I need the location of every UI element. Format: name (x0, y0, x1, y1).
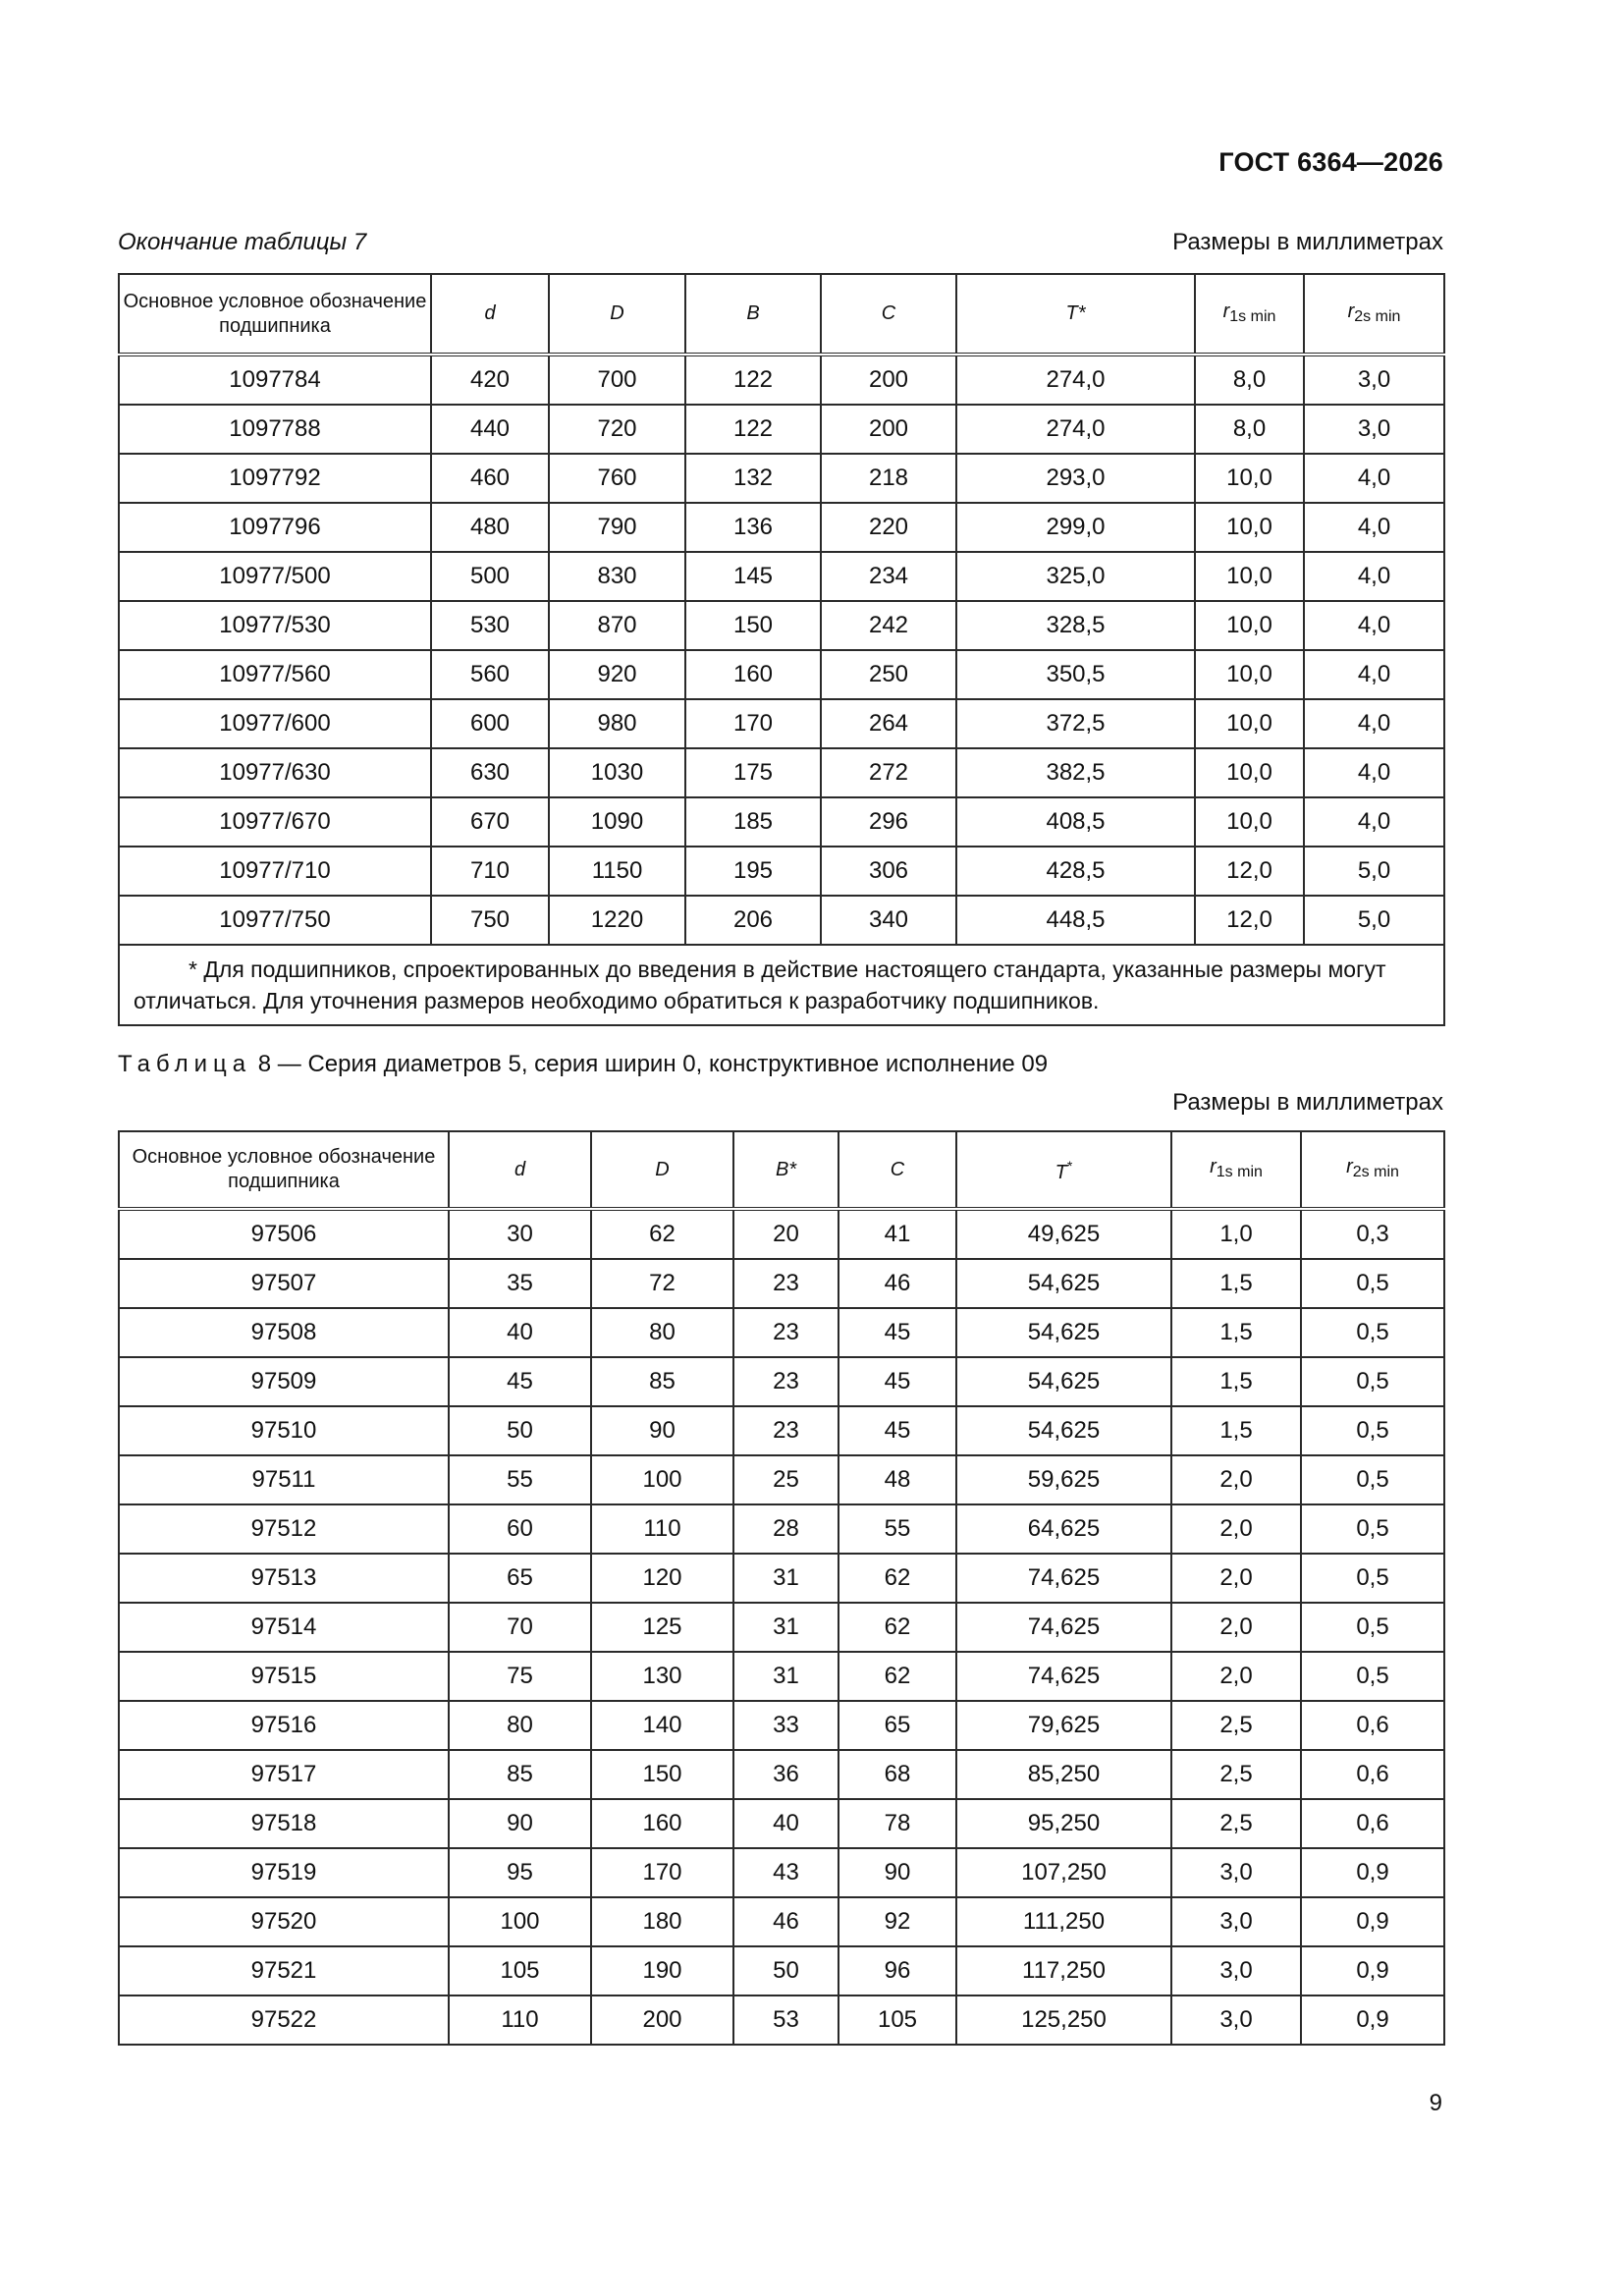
table8-header-C: C (839, 1131, 956, 1209)
table7-caption-row (118, 229, 1443, 256)
cell-designation: 97516 (119, 1701, 449, 1750)
cell-D: 830 (549, 552, 685, 601)
cell-d: 80 (449, 1701, 591, 1750)
table8-header-d: d (449, 1131, 591, 1209)
cell-C: 55 (839, 1504, 956, 1554)
cell-B: 160 (685, 650, 821, 699)
cell-C: 45 (839, 1406, 956, 1455)
cell-designation: 97514 (119, 1603, 449, 1652)
cell-D: 790 (549, 503, 685, 552)
cell-C: 200 (821, 355, 956, 405)
cell-C: 218 (821, 454, 956, 503)
table-row (119, 1946, 1444, 1995)
cell-designation: 97520 (119, 1897, 449, 1946)
table8-header-T: T* (956, 1131, 1171, 1209)
cell-r1s-min: 2,5 (1171, 1750, 1301, 1799)
table-row (119, 1357, 1444, 1406)
cell-D: 1030 (549, 748, 685, 797)
cell-D: 980 (549, 699, 685, 748)
cell-T: 74,625 (956, 1603, 1171, 1652)
cell-T: 59,625 (956, 1455, 1171, 1504)
cell-r2s-min: 4,0 (1304, 503, 1444, 552)
cell-r1s-min: 1,0 (1171, 1209, 1301, 1259)
table7-body (119, 355, 1444, 945)
table7-header-designation: Основное условное обозначение подшипника (119, 274, 431, 355)
table-row (119, 896, 1444, 945)
cell-T: 64,625 (956, 1504, 1171, 1554)
cell-C: 90 (839, 1848, 956, 1897)
table-row (119, 503, 1444, 552)
cell-r2s-min: 5,0 (1304, 847, 1444, 896)
table7 (118, 273, 1445, 1026)
cell-T: 328,5 (956, 601, 1195, 650)
cell-d: 460 (431, 454, 549, 503)
cell-r2s-min: 4,0 (1304, 650, 1444, 699)
cell-T: 274,0 (956, 355, 1195, 405)
cell-r2s-min: 4,0 (1304, 699, 1444, 748)
table8 (118, 1130, 1445, 2046)
cell-r2s-min: 0,5 (1301, 1308, 1444, 1357)
table-row (119, 454, 1444, 503)
cell-r1s-min: 1,5 (1171, 1259, 1301, 1308)
cell-T: 293,0 (956, 454, 1195, 503)
table8-title (118, 1051, 1048, 1078)
cell-T: 74,625 (956, 1652, 1171, 1701)
table7-footnote (119, 945, 1444, 1025)
cell-C: 62 (839, 1603, 956, 1652)
cell-T: 274,0 (956, 405, 1195, 454)
cell-B: 136 (685, 503, 821, 552)
cell-r1s-min: 2,0 (1171, 1554, 1301, 1603)
cell-d: 90 (449, 1799, 591, 1848)
cell-C: 200 (821, 405, 956, 454)
cell-r2s-min: 4,0 (1304, 748, 1444, 797)
cell-r2s-min: 4,0 (1304, 797, 1444, 847)
cell-B: 25 (733, 1455, 839, 1504)
cell-D: 870 (549, 601, 685, 650)
table-row (119, 748, 1444, 797)
cell-r2s-min: 0,6 (1301, 1750, 1444, 1799)
cell-r2s-min: 0,5 (1301, 1504, 1444, 1554)
cell-d: 750 (431, 896, 549, 945)
cell-d: 85 (449, 1750, 591, 1799)
cell-d: 560 (431, 650, 549, 699)
table-row (119, 1995, 1444, 2045)
cell-D: 120 (591, 1554, 733, 1603)
table-row (119, 601, 1444, 650)
cell-D: 150 (591, 1750, 733, 1799)
cell-D: 760 (549, 454, 685, 503)
table-row (119, 650, 1444, 699)
cell-designation: 10977/710 (119, 847, 431, 896)
cell-C: 242 (821, 601, 956, 650)
cell-d: 480 (431, 503, 549, 552)
cell-C: 62 (839, 1652, 956, 1701)
table-row (119, 797, 1444, 847)
cell-designation: 1097796 (119, 503, 431, 552)
cell-B: 206 (685, 896, 821, 945)
cell-designation: 97509 (119, 1357, 449, 1406)
table-row (119, 1750, 1444, 1799)
table7-caption: Окончание таблицы 7 (118, 229, 367, 255)
cell-D: 200 (591, 1995, 733, 2045)
cell-designation: 10977/600 (119, 699, 431, 748)
cell-r2s-min: 0,5 (1301, 1603, 1444, 1652)
table8-header-r1: $r_{1s min}$ (1171, 1131, 1301, 1209)
cell-T: 408,5 (956, 797, 1195, 847)
cell-C: 306 (821, 847, 956, 896)
cell-r1s-min: 3,0 (1171, 1995, 1301, 2045)
cell-d: 600 (431, 699, 549, 748)
table7-header-C: C (821, 274, 956, 355)
cell-D: 720 (549, 405, 685, 454)
cell-r1s-min: 2,5 (1171, 1701, 1301, 1750)
table-row (119, 355, 1444, 405)
cell-C: 264 (821, 699, 956, 748)
table8-header-B: B* (733, 1131, 839, 1209)
table-row (119, 1848, 1444, 1897)
table-row (119, 847, 1444, 896)
cell-r1s-min: 10,0 (1195, 797, 1304, 847)
cell-d: 420 (431, 355, 549, 405)
cell-d: 630 (431, 748, 549, 797)
cell-r1s-min: 12,0 (1195, 896, 1304, 945)
cell-T: 85,250 (956, 1750, 1171, 1799)
cell-C: 234 (821, 552, 956, 601)
table-row (119, 1259, 1444, 1308)
cell-d: 40 (449, 1308, 591, 1357)
cell-D: 920 (549, 650, 685, 699)
cell-T: 79,625 (956, 1701, 1171, 1750)
cell-designation: 10977/530 (119, 601, 431, 650)
cell-designation: 97521 (119, 1946, 449, 1995)
cell-B: 170 (685, 699, 821, 748)
table-row (119, 1455, 1444, 1504)
cell-r1s-min: 2,0 (1171, 1504, 1301, 1554)
cell-T: 350,5 (956, 650, 1195, 699)
table-row (119, 1209, 1444, 1259)
table-row (119, 405, 1444, 454)
cell-r2s-min: 0,9 (1301, 1897, 1444, 1946)
cell-d: 50 (449, 1406, 591, 1455)
cell-D: 1220 (549, 896, 685, 945)
table8-title-text: 8 — Серия диаметров 5, серия ширин 0, конструктивное исполнение 09 (257, 1051, 1049, 1077)
cell-r1s-min: 1,5 (1171, 1357, 1301, 1406)
cell-D: 62 (591, 1209, 733, 1259)
cell-B: 50 (733, 1946, 839, 1995)
cell-d: 65 (449, 1554, 591, 1603)
document-code: ГОСТ 6364—2026 (1218, 147, 1443, 177)
cell-C: 46 (839, 1259, 956, 1308)
cell-r2s-min: 4,0 (1304, 601, 1444, 650)
cell-r2s-min: 0,5 (1301, 1259, 1444, 1308)
cell-D: 170 (591, 1848, 733, 1897)
table-row (119, 1799, 1444, 1848)
cell-d: 70 (449, 1603, 591, 1652)
cell-r1s-min: 3,0 (1171, 1897, 1301, 1946)
cell-T: 95,250 (956, 1799, 1171, 1848)
cell-designation: 97507 (119, 1259, 449, 1308)
cell-T: 125,250 (956, 1995, 1171, 2045)
cell-r1s-min: 1,5 (1171, 1406, 1301, 1455)
cell-B: 145 (685, 552, 821, 601)
cell-T: 54,625 (956, 1406, 1171, 1455)
cell-B: 31 (733, 1603, 839, 1652)
table-row (119, 1504, 1444, 1554)
cell-r2s-min: 0,5 (1301, 1406, 1444, 1455)
table7-header-B: B (685, 274, 821, 355)
cell-r2s-min: 0,5 (1301, 1652, 1444, 1701)
table-row (119, 1603, 1444, 1652)
cell-d: 45 (449, 1357, 591, 1406)
table8-header-designation: Основное условное обозначение подшипника (119, 1131, 449, 1209)
table8-units: Размеры в миллиметрах (1172, 1089, 1443, 1116)
cell-r1s-min: 3,0 (1171, 1946, 1301, 1995)
cell-D: 1150 (549, 847, 685, 896)
cell-r2s-min: 0,9 (1301, 1946, 1444, 1995)
table-row (119, 552, 1444, 601)
cell-D: 1090 (549, 797, 685, 847)
table-row (119, 1897, 1444, 1946)
cell-d: 100 (449, 1897, 591, 1946)
cell-D: 140 (591, 1701, 733, 1750)
cell-B: 33 (733, 1701, 839, 1750)
cell-B: 195 (685, 847, 821, 896)
cell-r2s-min: 0,5 (1301, 1554, 1444, 1603)
cell-D: 190 (591, 1946, 733, 1995)
cell-B: 122 (685, 355, 821, 405)
table7-units: Размеры в миллиметрах (1172, 229, 1443, 255)
cell-d: 530 (431, 601, 549, 650)
cell-d: 670 (431, 797, 549, 847)
table-row (119, 699, 1444, 748)
cell-B: 185 (685, 797, 821, 847)
cell-T: 54,625 (956, 1259, 1171, 1308)
cell-d: 35 (449, 1259, 591, 1308)
cell-r2s-min: 4,0 (1304, 454, 1444, 503)
cell-B: 53 (733, 1995, 839, 2045)
cell-C: 78 (839, 1799, 956, 1848)
cell-d: 55 (449, 1455, 591, 1504)
cell-r2s-min: 3,0 (1304, 405, 1444, 454)
cell-T: 49,625 (956, 1209, 1171, 1259)
cell-D: 85 (591, 1357, 733, 1406)
cell-C: 272 (821, 748, 956, 797)
cell-T: 428,5 (956, 847, 1195, 896)
cell-B: 40 (733, 1799, 839, 1848)
cell-d: 105 (449, 1946, 591, 1995)
cell-C: 68 (839, 1750, 956, 1799)
cell-designation: 97508 (119, 1308, 449, 1357)
cell-B: 175 (685, 748, 821, 797)
cell-r1s-min: 8,0 (1195, 355, 1304, 405)
cell-D: 72 (591, 1259, 733, 1308)
cell-C: 62 (839, 1554, 956, 1603)
cell-r1s-min: 2,5 (1171, 1799, 1301, 1848)
cell-r2s-min: 0,5 (1301, 1455, 1444, 1504)
cell-r1s-min: 10,0 (1195, 748, 1304, 797)
cell-designation: 97519 (119, 1848, 449, 1897)
cell-D: 90 (591, 1406, 733, 1455)
cell-B: 23 (733, 1259, 839, 1308)
cell-C: 41 (839, 1209, 956, 1259)
table7-header-d: d (431, 274, 549, 355)
cell-C: 96 (839, 1946, 956, 1995)
cell-designation: 97512 (119, 1504, 449, 1554)
cell-B: 23 (733, 1406, 839, 1455)
cell-r1s-min: 1,5 (1171, 1308, 1301, 1357)
cell-T: 382,5 (956, 748, 1195, 797)
cell-r1s-min: 3,0 (1171, 1848, 1301, 1897)
cell-d: 60 (449, 1504, 591, 1554)
cell-C: 48 (839, 1455, 956, 1504)
cell-designation: 10977/630 (119, 748, 431, 797)
cell-C: 340 (821, 896, 956, 945)
cell-designation: 97518 (119, 1799, 449, 1848)
cell-T: 372,5 (956, 699, 1195, 748)
cell-r1s-min: 12,0 (1195, 847, 1304, 896)
cell-r2s-min: 4,0 (1304, 552, 1444, 601)
cell-C: 92 (839, 1897, 956, 1946)
cell-B: 20 (733, 1209, 839, 1259)
cell-C: 250 (821, 650, 956, 699)
table7-header-r2: $r_{2s min}$ (1304, 274, 1444, 355)
cell-r2s-min: 0,9 (1301, 1995, 1444, 2045)
table-row (119, 1701, 1444, 1750)
cell-r2s-min: 0,6 (1301, 1799, 1444, 1848)
cell-C: 296 (821, 797, 956, 847)
cell-designation: 97506 (119, 1209, 449, 1259)
cell-B: 31 (733, 1652, 839, 1701)
cell-designation: 97511 (119, 1455, 449, 1504)
table8-body (119, 1209, 1444, 2045)
cell-B: 31 (733, 1554, 839, 1603)
cell-T: 299,0 (956, 503, 1195, 552)
cell-designation: 97513 (119, 1554, 449, 1603)
cell-d: 110 (449, 1995, 591, 2045)
table-row (119, 1554, 1444, 1603)
table8-header-r2: $r_{2s min}$ (1301, 1131, 1444, 1209)
cell-r2s-min: 3,0 (1304, 355, 1444, 405)
cell-B: 36 (733, 1750, 839, 1799)
cell-T: 107,250 (956, 1848, 1171, 1897)
cell-B: 150 (685, 601, 821, 650)
cell-designation: 1097788 (119, 405, 431, 454)
cell-r2s-min: 5,0 (1304, 896, 1444, 945)
table8-title-row (118, 1051, 1443, 1078)
cell-d: 710 (431, 847, 549, 896)
cell-r1s-min: 2,0 (1171, 1455, 1301, 1504)
cell-B: 28 (733, 1504, 839, 1554)
cell-T: 54,625 (956, 1308, 1171, 1357)
table7-header-r1: $r_{1s min}$ (1195, 274, 1304, 355)
cell-T: 111,250 (956, 1897, 1171, 1946)
table8-header-D: D (591, 1131, 733, 1209)
cell-C: 105 (839, 1995, 956, 2045)
cell-r1s-min: 10,0 (1195, 601, 1304, 650)
cell-T: 54,625 (956, 1357, 1171, 1406)
page-number: 9 (1429, 2090, 1442, 2116)
cell-D: 130 (591, 1652, 733, 1701)
cell-d: 95 (449, 1848, 591, 1897)
cell-r2s-min: 0,3 (1301, 1209, 1444, 1259)
cell-B: 46 (733, 1897, 839, 1946)
table-row (119, 1652, 1444, 1701)
cell-designation: 10977/560 (119, 650, 431, 699)
cell-B: 122 (685, 405, 821, 454)
table7-header-T: T* (956, 274, 1195, 355)
cell-designation: 97517 (119, 1750, 449, 1799)
cell-r1s-min: 10,0 (1195, 454, 1304, 503)
cell-d: 440 (431, 405, 549, 454)
cell-D: 700 (549, 355, 685, 405)
cell-designation: 97510 (119, 1406, 449, 1455)
cell-D: 180 (591, 1897, 733, 1946)
cell-r1s-min: 10,0 (1195, 503, 1304, 552)
cell-C: 45 (839, 1308, 956, 1357)
cell-C: 45 (839, 1357, 956, 1406)
cell-C: 220 (821, 503, 956, 552)
cell-D: 160 (591, 1799, 733, 1848)
cell-T: 448,5 (956, 896, 1195, 945)
cell-designation: 10977/670 (119, 797, 431, 847)
cell-d: 500 (431, 552, 549, 601)
table-row (119, 1308, 1444, 1357)
cell-r1s-min: 10,0 (1195, 650, 1304, 699)
cell-r2s-min: 0,9 (1301, 1848, 1444, 1897)
cell-D: 80 (591, 1308, 733, 1357)
cell-designation: 10977/750 (119, 896, 431, 945)
cell-designation: 97522 (119, 1995, 449, 2045)
table8-units-row (118, 1089, 1443, 1117)
cell-D: 110 (591, 1504, 733, 1554)
cell-r2s-min: 0,6 (1301, 1701, 1444, 1750)
cell-B: 132 (685, 454, 821, 503)
cell-d: 30 (449, 1209, 591, 1259)
cell-D: 100 (591, 1455, 733, 1504)
cell-B: 43 (733, 1848, 839, 1897)
cell-r1s-min: 10,0 (1195, 552, 1304, 601)
cell-B: 23 (733, 1308, 839, 1357)
table-row (119, 1406, 1444, 1455)
cell-designation: 10977/500 (119, 552, 431, 601)
cell-r1s-min: 10,0 (1195, 699, 1304, 748)
cell-r1s-min: 2,0 (1171, 1603, 1301, 1652)
cell-d: 75 (449, 1652, 591, 1701)
cell-r1s-min: 2,0 (1171, 1652, 1301, 1701)
cell-r1s-min: 8,0 (1195, 405, 1304, 454)
cell-r2s-min: 0,5 (1301, 1357, 1444, 1406)
cell-B: 23 (733, 1357, 839, 1406)
cell-designation: 1097792 (119, 454, 431, 503)
cell-T: 74,625 (956, 1554, 1171, 1603)
table8-title-prefix: Таблица (118, 1051, 252, 1077)
cell-D: 125 (591, 1603, 733, 1652)
cell-designation: 97515 (119, 1652, 449, 1701)
table7-footnote-text: * Для подшипников, спроектированных до введения в действие настоящего стандарта, указанные размеры могут отличаться. Для уточнения размеров необходимо обратиться к разработчику подшипников. (134, 957, 1386, 1013)
cell-designation: 1097784 (119, 355, 431, 405)
cell-C: 65 (839, 1701, 956, 1750)
cell-T: 117,250 (956, 1946, 1171, 1995)
table7-header-D: D (549, 274, 685, 355)
cell-T: 325,0 (956, 552, 1195, 601)
